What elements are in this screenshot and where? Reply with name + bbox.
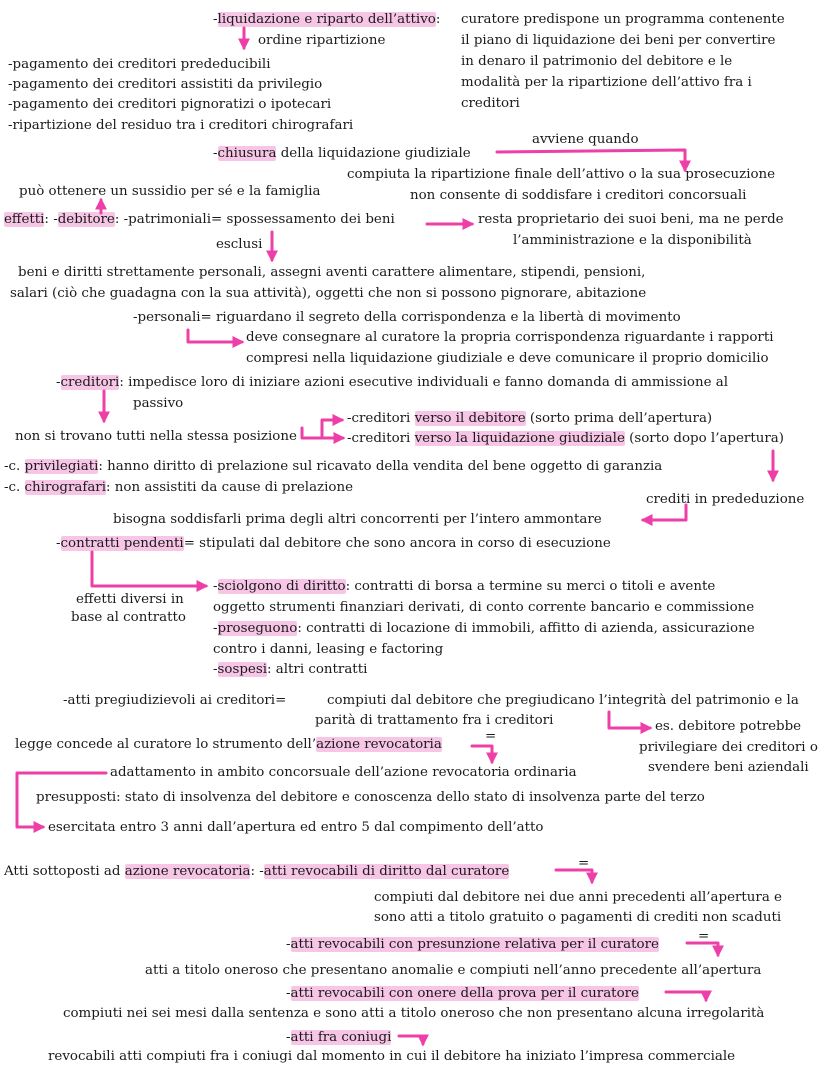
privilegiati-highlight: privilegiati bbox=[24, 459, 99, 474]
chiusura-condition-1: compiuta la ripartizione finale dell’attivo o la sua prosecuzione bbox=[347, 167, 776, 182]
debitore-highlight: debitore bbox=[57, 212, 115, 227]
chiusura-condition-2: non consente di soddisfare i creditori concorsuali bbox=[410, 188, 747, 203]
revocabili-presunzione-desc: atti a titolo oneroso che presentano anomalie e compiuti nell’anno precedente all’apertura bbox=[145, 963, 762, 978]
ripartizione-item-1: -pagamento dei creditori prededucibili bbox=[8, 57, 271, 72]
esempio-1: es. debitore potrebbe bbox=[655, 719, 802, 734]
revocabili-presunzione: -atti revocabili con presunzione relativa per il curatore bbox=[286, 937, 659, 952]
atti-pregiudizievoli-desc-1: compiuti dal debitore che pregiudicano l’integrità del patrimonio e la bbox=[327, 693, 799, 708]
creditori-passivo: passivo bbox=[133, 396, 184, 411]
adattamento-note: adattamento in ambito concorsuale dell’azione revocatoria ordinaria bbox=[110, 765, 577, 780]
prededuzione-note: bisogna soddisfarli prima degli altri concorrenti per l’intero ammontare bbox=[113, 512, 602, 527]
avviene-quando-label: avviene quando bbox=[532, 132, 639, 147]
proprietario-note-2: l’amministrazione e la disponibilità bbox=[513, 233, 752, 248]
liquidazione-heading: -liquidazione e riparto dell’attivo: bbox=[213, 12, 441, 27]
arrow-pregiudicano-esempio bbox=[609, 712, 650, 728]
liquidazione-desc-1: curatore predispone un programma contenente bbox=[461, 12, 785, 27]
revocabili-diritto-desc-2: sono atti a titolo gratuito o pagamenti di crediti non scaduti bbox=[374, 910, 782, 925]
revocabili-onere: -atti revocabili con onere della prova per il curatore bbox=[286, 986, 639, 1001]
arrow-contratti-effetti bbox=[92, 552, 206, 586]
arrow-debitore-split-2 bbox=[302, 428, 343, 438]
posizione-note: non si trovano tutti nella stessa posizione bbox=[15, 429, 297, 444]
effetti-diversi-1: effetti diversi in bbox=[76, 592, 184, 607]
sciolgono-highlight: sciolgono di diritto bbox=[217, 579, 346, 594]
esclusi-label: esclusi bbox=[216, 237, 263, 252]
esempio-2: privilegiare dei creditori o bbox=[639, 740, 818, 755]
chirografari-highlight: chirografari bbox=[24, 480, 106, 495]
creditori-chirografari: -c. chirografari: non assistiti da cause di prelazione bbox=[4, 480, 353, 495]
presupposti-note: presupposti: stato di insolvenza del debitore e conoscenza dello stato di insolvenza parte del terzo bbox=[36, 790, 705, 805]
beni-esclusi-1: beni e diritti strettamente personali, assegni aventi carattere alimentare, stipendi, pensioni, bbox=[18, 265, 646, 280]
effetti-debitore-line: effetti: -debitore: -patrimoniali= spossessamento dei beni bbox=[4, 212, 395, 227]
atti-pregiudizievoli-desc-2: parità di trattamento fra i creditori bbox=[315, 713, 554, 728]
sospesi-line: -sospesi: altri contratti bbox=[213, 662, 368, 677]
revocabili-diritto-highlight: atti revocabili di diritto dal curatore bbox=[263, 864, 510, 879]
atti-pregiudizievoli: -atti pregiudizievoli ai creditori= bbox=[63, 693, 287, 708]
revocabili-diritto-desc-1: compiuti dal debitore nei due anni precedenti all’apertura e bbox=[374, 890, 782, 905]
beni-esclusi-2: salari (ciò che guadagna con la sua attività), oggetti che non si possono pignorare, abitazione bbox=[10, 286, 647, 301]
equals-mark-1: = bbox=[485, 729, 497, 744]
chiusura-highlight: chiusura bbox=[217, 146, 277, 161]
effetti-highlight: effetti bbox=[4, 212, 45, 227]
creditori-heading: -creditori: impedisce loro di iniziare azioni esecutive individuali e fanno domanda di ammissione al bbox=[56, 375, 729, 390]
liquidazione-desc-4: modalità per la ripartizione dell’attivo fra i bbox=[461, 75, 752, 90]
proseguono-line-2: contro i danni, leasing e factoring bbox=[213, 642, 444, 657]
verso-debitore-highlight: verso il debitore bbox=[414, 411, 526, 426]
ordine-ripartizione-label: ordine ripartizione bbox=[258, 33, 386, 48]
creditori-verso-debitore: -creditori verso il debitore (sorto prima dell’apertura) bbox=[347, 411, 713, 426]
esempio-3: svendere beni aziendali bbox=[648, 760, 809, 775]
sciolgono-line-1: -sciolgono di diritto: contratti di borsa a termine su merci o titoli e avente bbox=[213, 579, 716, 594]
verso-liquidazione-highlight: verso la liquidazione giudiziale bbox=[414, 431, 625, 446]
proseguono-highlight: proseguono bbox=[217, 621, 298, 636]
arrow-atti-coniugi bbox=[399, 1036, 423, 1044]
contratti-pendenti-highlight: contratti pendenti bbox=[60, 536, 184, 551]
contratti-pendenti-heading: -contratti pendenti= stipulati dal debitore che sono ancora in corso di esecuzione bbox=[56, 536, 611, 551]
effetti-personali: -personali= riguardano il segreto della corrispondenza e la libertà di movimento bbox=[133, 310, 681, 325]
sospesi-highlight: sospesi bbox=[217, 662, 267, 677]
creditori-privilegiati: -c. privilegiati: hanno diritto di prelazione sul ricavato della vendita del bene oggetto di garanzia bbox=[4, 459, 663, 474]
arrow-revocatoria-adattamento bbox=[472, 746, 492, 762]
atti-coniugi-highlight: atti fra coniugi bbox=[290, 1030, 392, 1045]
effetti-diversi-2: base al contratto bbox=[71, 610, 186, 625]
azione-revocatoria-highlight-2: azione revocatoria bbox=[124, 864, 251, 879]
liquidazione-highlight: liquidazione e riparto dell’attivo bbox=[217, 12, 436, 27]
corrispondenza-note-1: deve consegnare al curatore la propria corrispondenza riguardante i rapporti bbox=[246, 330, 774, 345]
revocabili-onere-desc: compiuti nei sei mesi dalla sentenza e sono atti a titolo oneroso che non presentano alcuna irregolarità bbox=[63, 1006, 765, 1021]
atti-sottoposti-heading: Atti sottoposti ad azione revocatoria: -atti revocabili di diritto dal curatore bbox=[4, 864, 510, 879]
azione-revocatoria-line: legge concede al curatore lo strumento dell’azione revocatoria bbox=[15, 737, 442, 752]
arrow-personali-deve bbox=[188, 330, 242, 342]
liquidazione-desc-3: in denaro il patrimonio del debitore e le bbox=[461, 54, 733, 69]
creditori-verso-liquidazione: -creditori verso la liquidazione giudiziale (sorto dopo l’apertura) bbox=[347, 431, 784, 446]
proseguono-line-1: -proseguono: contratti di locazione di immobili, affitto di azienda, assicurazione bbox=[213, 621, 755, 636]
revocabili-onere-highlight: atti revocabili con onere della prova per il curatore bbox=[290, 986, 639, 1001]
atti-coniugi-desc: revocabili atti compiuti fra i coniugi dal momento in cui il debitore ha iniziato l’impresa commerciale bbox=[48, 1049, 736, 1064]
revocabili-presunzione-highlight: atti revocabili con presunzione relativa per il curatore bbox=[290, 937, 659, 952]
corrispondenza-note-2: compresi nella liquidazione giudiziale e deve comunicare il proprio domicilio bbox=[246, 351, 769, 366]
azione-revocatoria-highlight: azione revocatoria bbox=[316, 737, 442, 752]
ripartizione-item-3: -pagamento dei creditori pignoratizi o ipotecari bbox=[8, 97, 332, 112]
liquidazione-desc-2: il piano di liquidazione dei beni per convertire bbox=[461, 33, 776, 48]
creditori-highlight: creditori bbox=[60, 375, 120, 390]
sussidio-note: può ottenere un sussidio per sé e la famiglia bbox=[19, 184, 321, 199]
proprietario-note-1: resta proprietario dei suoi beni, ma ne perde bbox=[478, 212, 784, 227]
chiusura-heading: -chiusura della liquidazione giudiziale bbox=[213, 146, 471, 161]
sciolgono-line-2: oggetto strumenti finanziari derivati, di conto corrente bancario e commissione bbox=[213, 600, 755, 615]
equals-mark-3: = bbox=[698, 929, 710, 944]
liquidazione-desc-5: creditori bbox=[461, 96, 520, 111]
ripartizione-item-4: -ripartizione del residuo tra i creditori chirografari bbox=[8, 118, 354, 133]
ripartizione-item-2: -pagamento dei creditori assistiti da privilegio bbox=[8, 77, 323, 92]
equals-mark-2: = bbox=[578, 856, 590, 871]
prededuzione-label: crediti in prededuzione bbox=[646, 492, 805, 507]
arrow-debitore-split-1 bbox=[322, 420, 342, 436]
arrow-revocabili-onere bbox=[666, 992, 706, 1000]
esercitata-note: esercitata entro 3 anni dall’apertura ed entro 5 dal compimento dell’atto bbox=[48, 820, 544, 835]
atti-coniugi: -atti fra coniugi bbox=[286, 1030, 392, 1045]
